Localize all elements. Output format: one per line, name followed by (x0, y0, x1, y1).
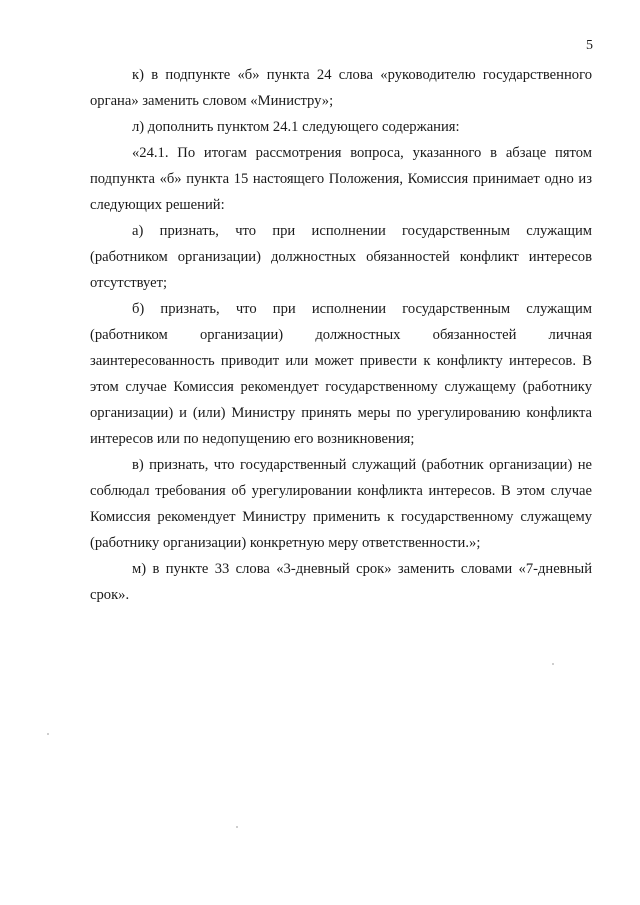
paragraph-24-1: «24.1. По итогам рассмотрения вопроса, указанного в абзаце пятом подпункта «б» пункта 15 настоящего Положения, Комиссия принимает одно из следующих решений: (90, 145, 592, 213)
document-body (90, 62, 592, 608)
paragraph-k: к) в подпункте «б» пункта 24 слова «руководителю государственного органа» заменить словом «Министру»; (90, 67, 592, 109)
paragraph-v: в) признать, что государственный служащий (работник организации) не соблюдал требования об урегулировании конфликта интересов. В этом случае Комиссия рекомендует Министру применить к государственному служащему (работнику организации) конкретную меру ответственности.»; (90, 457, 592, 551)
paragraph-a: а) признать, что при исполнении государственным служащим (работником организации) должностных обязанностей конфликт интересов отсутствует; (90, 223, 592, 291)
paragraph-l: л) дополнить пунктом 24.1 следующего содержания: (132, 119, 460, 135)
paragraph-m: м) в пункте 33 слова «3-дневный срок» заменить словами «7-дневный срок». (90, 561, 592, 603)
page-number: 5 (586, 38, 593, 53)
scan-speck (236, 826, 238, 828)
scan-speck (552, 663, 554, 665)
scan-speck (47, 733, 49, 735)
paragraph-b: б) признать, что при исполнении государственным служащим (работником организации) должностных обязанностей личная заинтересованность приводит или может привести к конфликту интересов. В этом случае Комиссия рекомендует государственному служащему (работнику организации) и (или) Министру принять меры по урегулированию конфликта интересов или по недопущению его возникновения; (90, 301, 592, 447)
